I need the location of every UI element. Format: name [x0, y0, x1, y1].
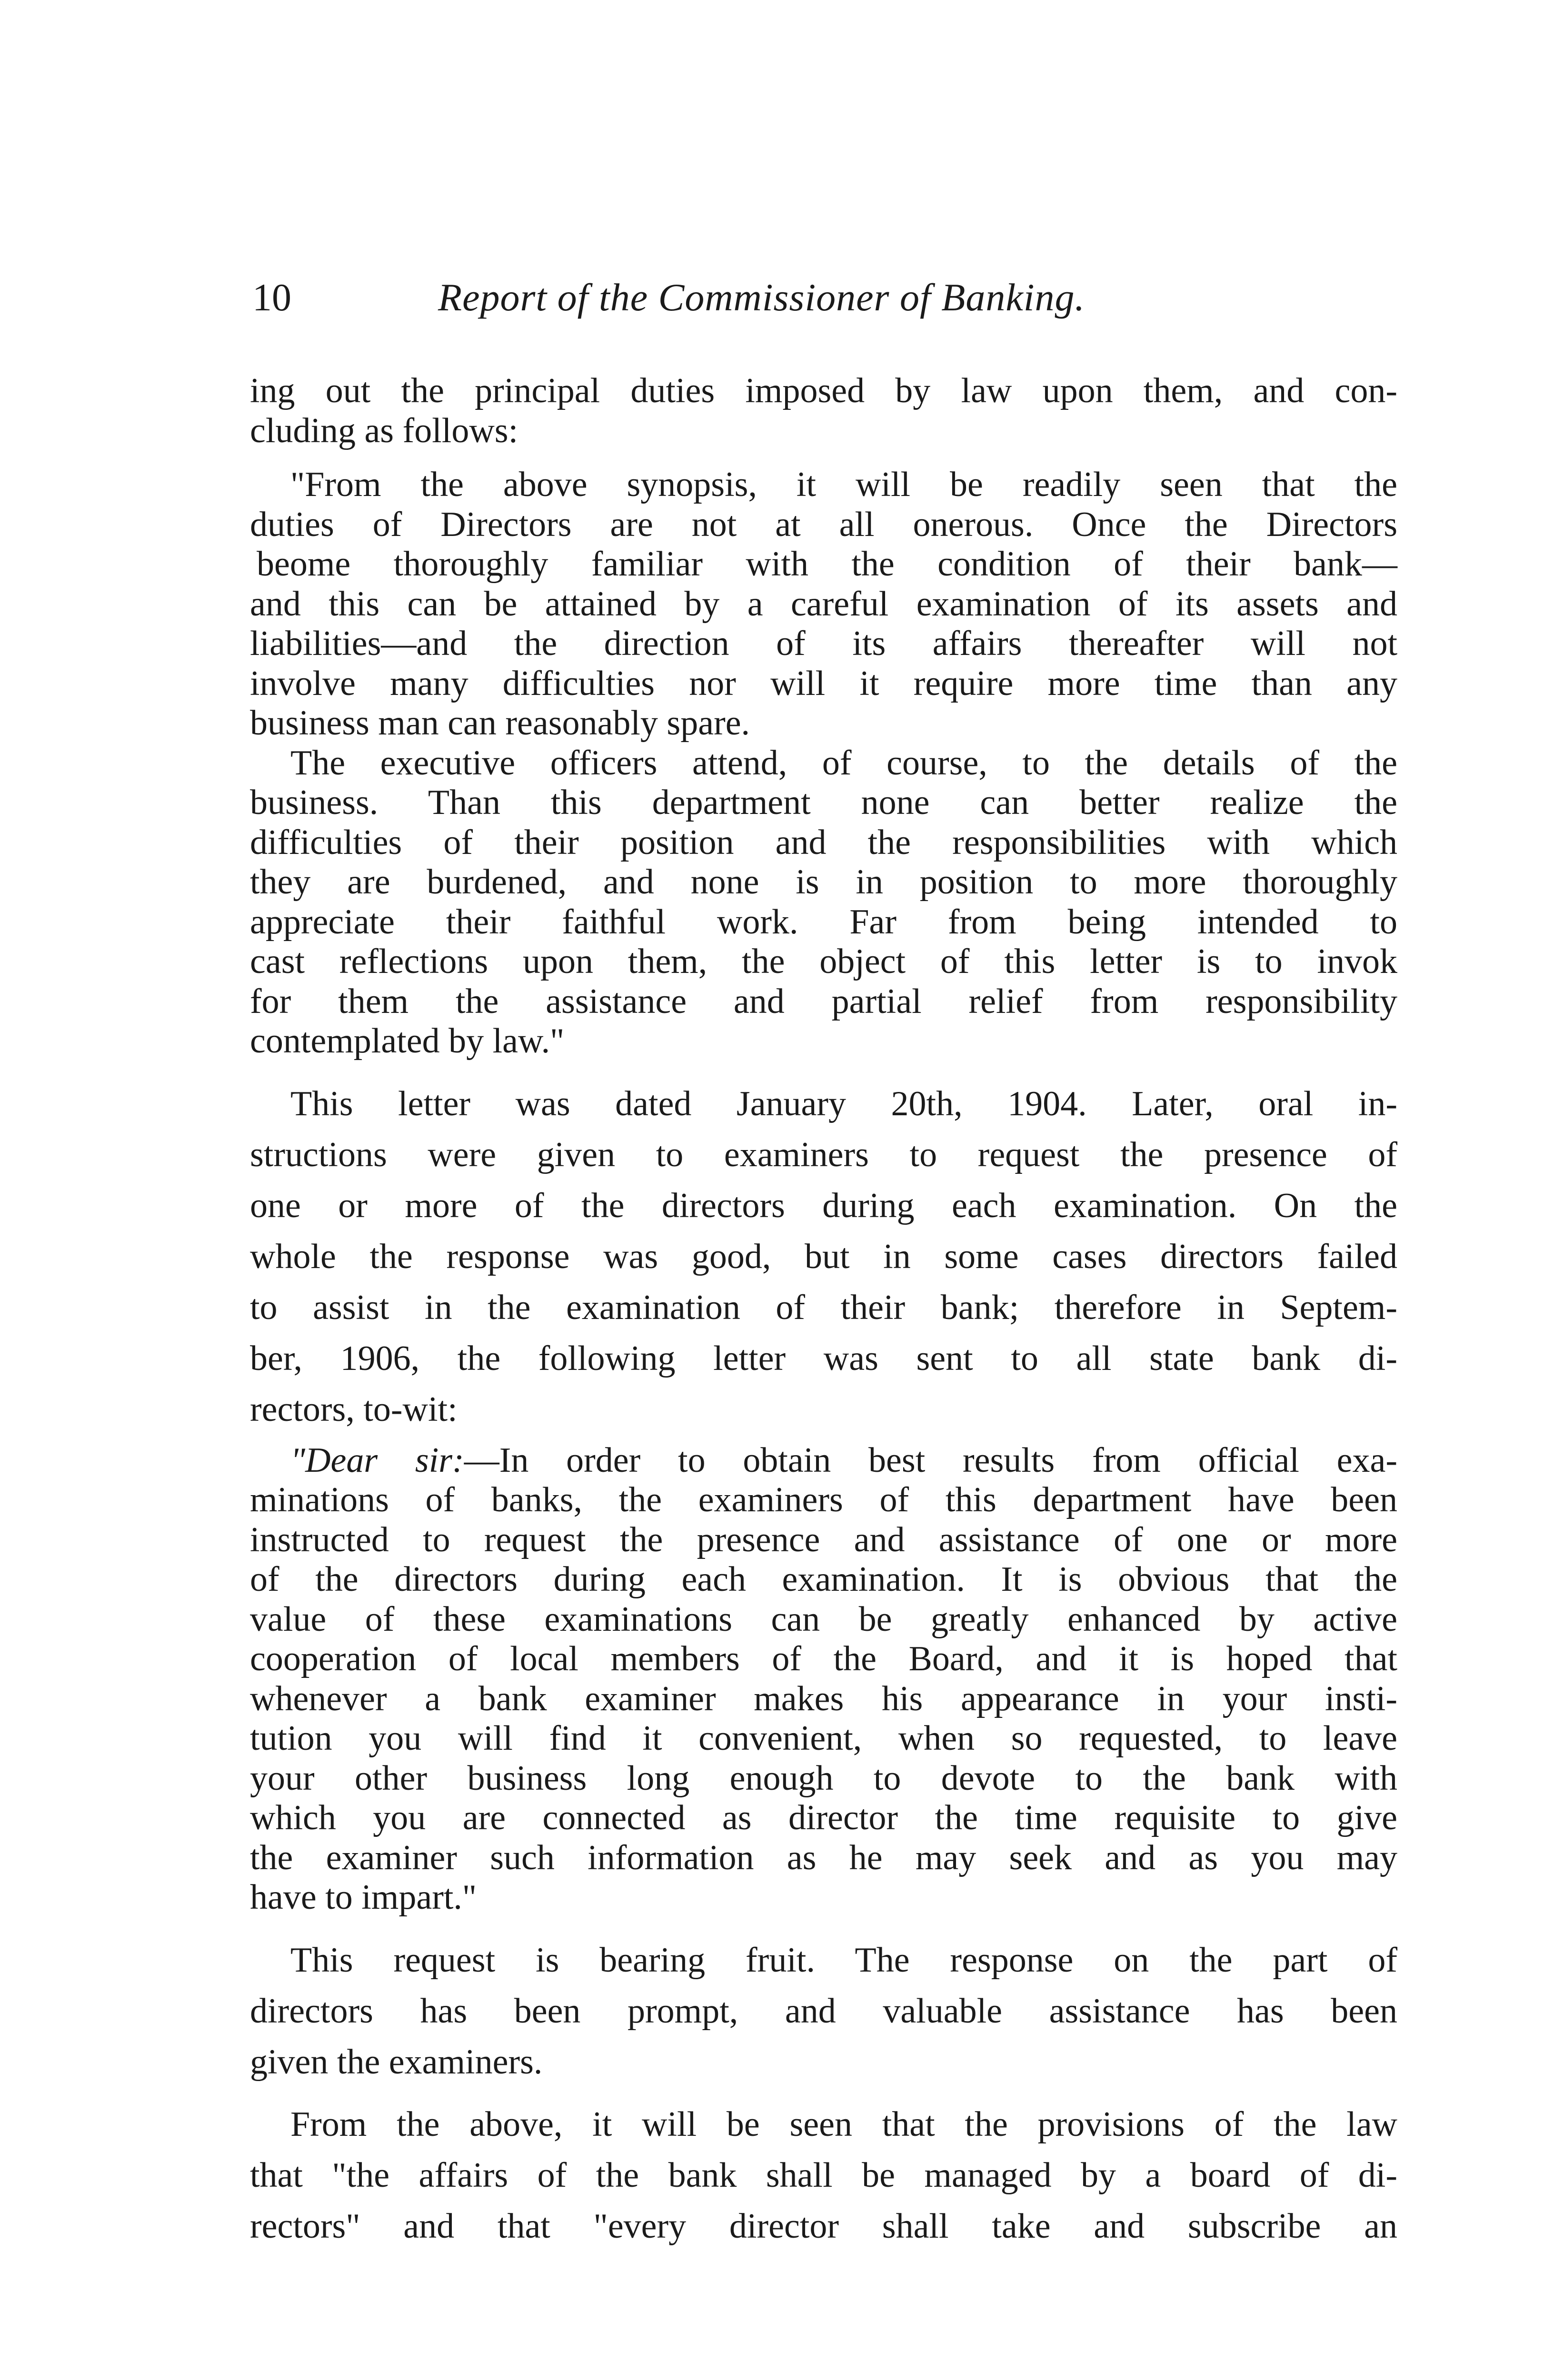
text-line: business man can reasonably spare. — [250, 704, 750, 743]
text-line: one or more of the directors during each examination. On the — [250, 1186, 1397, 1225]
text-line: From the above, it will be seen that the provisions of the law — [290, 2104, 1397, 2144]
text-line: they are burdened, and none is in position to more thoroughly — [250, 863, 1397, 902]
paragraph-7 — [250, 2099, 1397, 2252]
paragraph-2 — [250, 465, 1397, 744]
page-number: 10 — [252, 276, 291, 319]
text-line: rectors" and that "every director shall take and subscribe an — [250, 2206, 1397, 2246]
text-line: which you are connected as director the time requisite to give — [250, 1798, 1397, 1837]
text-line: business. Than this department none can better realize the — [250, 783, 1397, 822]
salutation: "Dear sir: — [290, 1440, 464, 1480]
page-header — [252, 267, 1400, 328]
text-line: contemplated by law." — [250, 1021, 565, 1061]
text-line: have to impart." — [250, 1878, 477, 1917]
text-line: beome thoroughly familiar with the condition of their bank— — [257, 545, 1397, 584]
text-line: cluding as follows: — [250, 411, 518, 450]
paragraph-5 — [250, 1441, 1397, 1918]
text-line: rectors, to-wit: — [250, 1389, 458, 1429]
text-line: cooperation of local members of the Board, and it is hoped that — [250, 1639, 1397, 1678]
text-line: instructed to request the presence and assistance of one or more — [250, 1520, 1397, 1559]
text-line: ing out the principal duties imposed by law upon them, and con- — [250, 371, 1397, 410]
text-line: cast reflections upon them, the object of this letter is to invok — [250, 942, 1397, 981]
paragraph-4 — [250, 1079, 1397, 1435]
paragraph-6 — [250, 1935, 1397, 2088]
text-line: your other business long enough to devote to the bank with — [250, 1758, 1397, 1798]
text-line — [250, 1441, 1397, 1481]
text-line: to assist in the examination of their bank; therefore in Septem- — [250, 1288, 1397, 1327]
text-line: that "the affairs of the bank shall be managed by a board of di- — [250, 2155, 1397, 2195]
text-line: This letter was dated January 20th, 1904. Later, oral in- — [290, 1084, 1397, 1123]
text-line: for them the assistance and partial relief from responsibility — [250, 982, 1397, 1021]
running-title: Report of the Commissioner of Banking. — [438, 276, 1086, 319]
text-line: and this can be attained by a careful examination of its assets and — [250, 584, 1397, 624]
text-line: liabilities—and the direction of its affairs thereafter will not — [250, 624, 1397, 663]
text-line: value of these examinations can be greatly enhanced by active — [250, 1599, 1397, 1639]
text-line: This request is bearing fruit. The response on the part of — [290, 1940, 1397, 1980]
text-line: tution you will find it convenient, when so requested, to leave — [250, 1719, 1397, 1758]
text-fragment: —In order to obtain best results from official exa- — [464, 1440, 1397, 1480]
text-line: of the directors during each examination. It is obvious that the — [250, 1560, 1397, 1599]
paragraph-1 — [250, 371, 1397, 451]
body-text — [250, 371, 1397, 2252]
text-line: "From the above synopsis, it will be readily seen that the — [290, 465, 1397, 504]
text-line: The executive officers attend, of course, to the details of the — [290, 743, 1397, 783]
text-line: whole the response was good, but in some cases directors failed — [250, 1237, 1397, 1276]
text-line: the examiner such information as he may seek and as you may — [250, 1838, 1397, 1877]
text-line: minations of banks, the examiners of this department have been — [250, 1480, 1397, 1519]
text-line: difficulties of their position and the responsibilities with which — [250, 823, 1397, 862]
text-line: given the examiners. — [250, 2042, 543, 2082]
text-line: involve many difficulties nor will it require more time than any — [250, 664, 1397, 703]
text-line: duties of Directors are not at all onerous. Once the Directors — [250, 505, 1397, 544]
text-line: structions were given to examiners to request the presence of — [250, 1135, 1397, 1174]
text-line: ber, 1906, the following letter was sent to all state bank di- — [250, 1339, 1397, 1378]
text-line: appreciate their faithful work. Far from being intended to — [250, 902, 1397, 942]
text-line: directors has been prompt, and valuable assistance has been — [250, 1991, 1397, 2031]
text-line: whenever a bank examiner makes his appearance in your insti- — [250, 1679, 1397, 1718]
paragraph-3 — [250, 744, 1397, 1061]
